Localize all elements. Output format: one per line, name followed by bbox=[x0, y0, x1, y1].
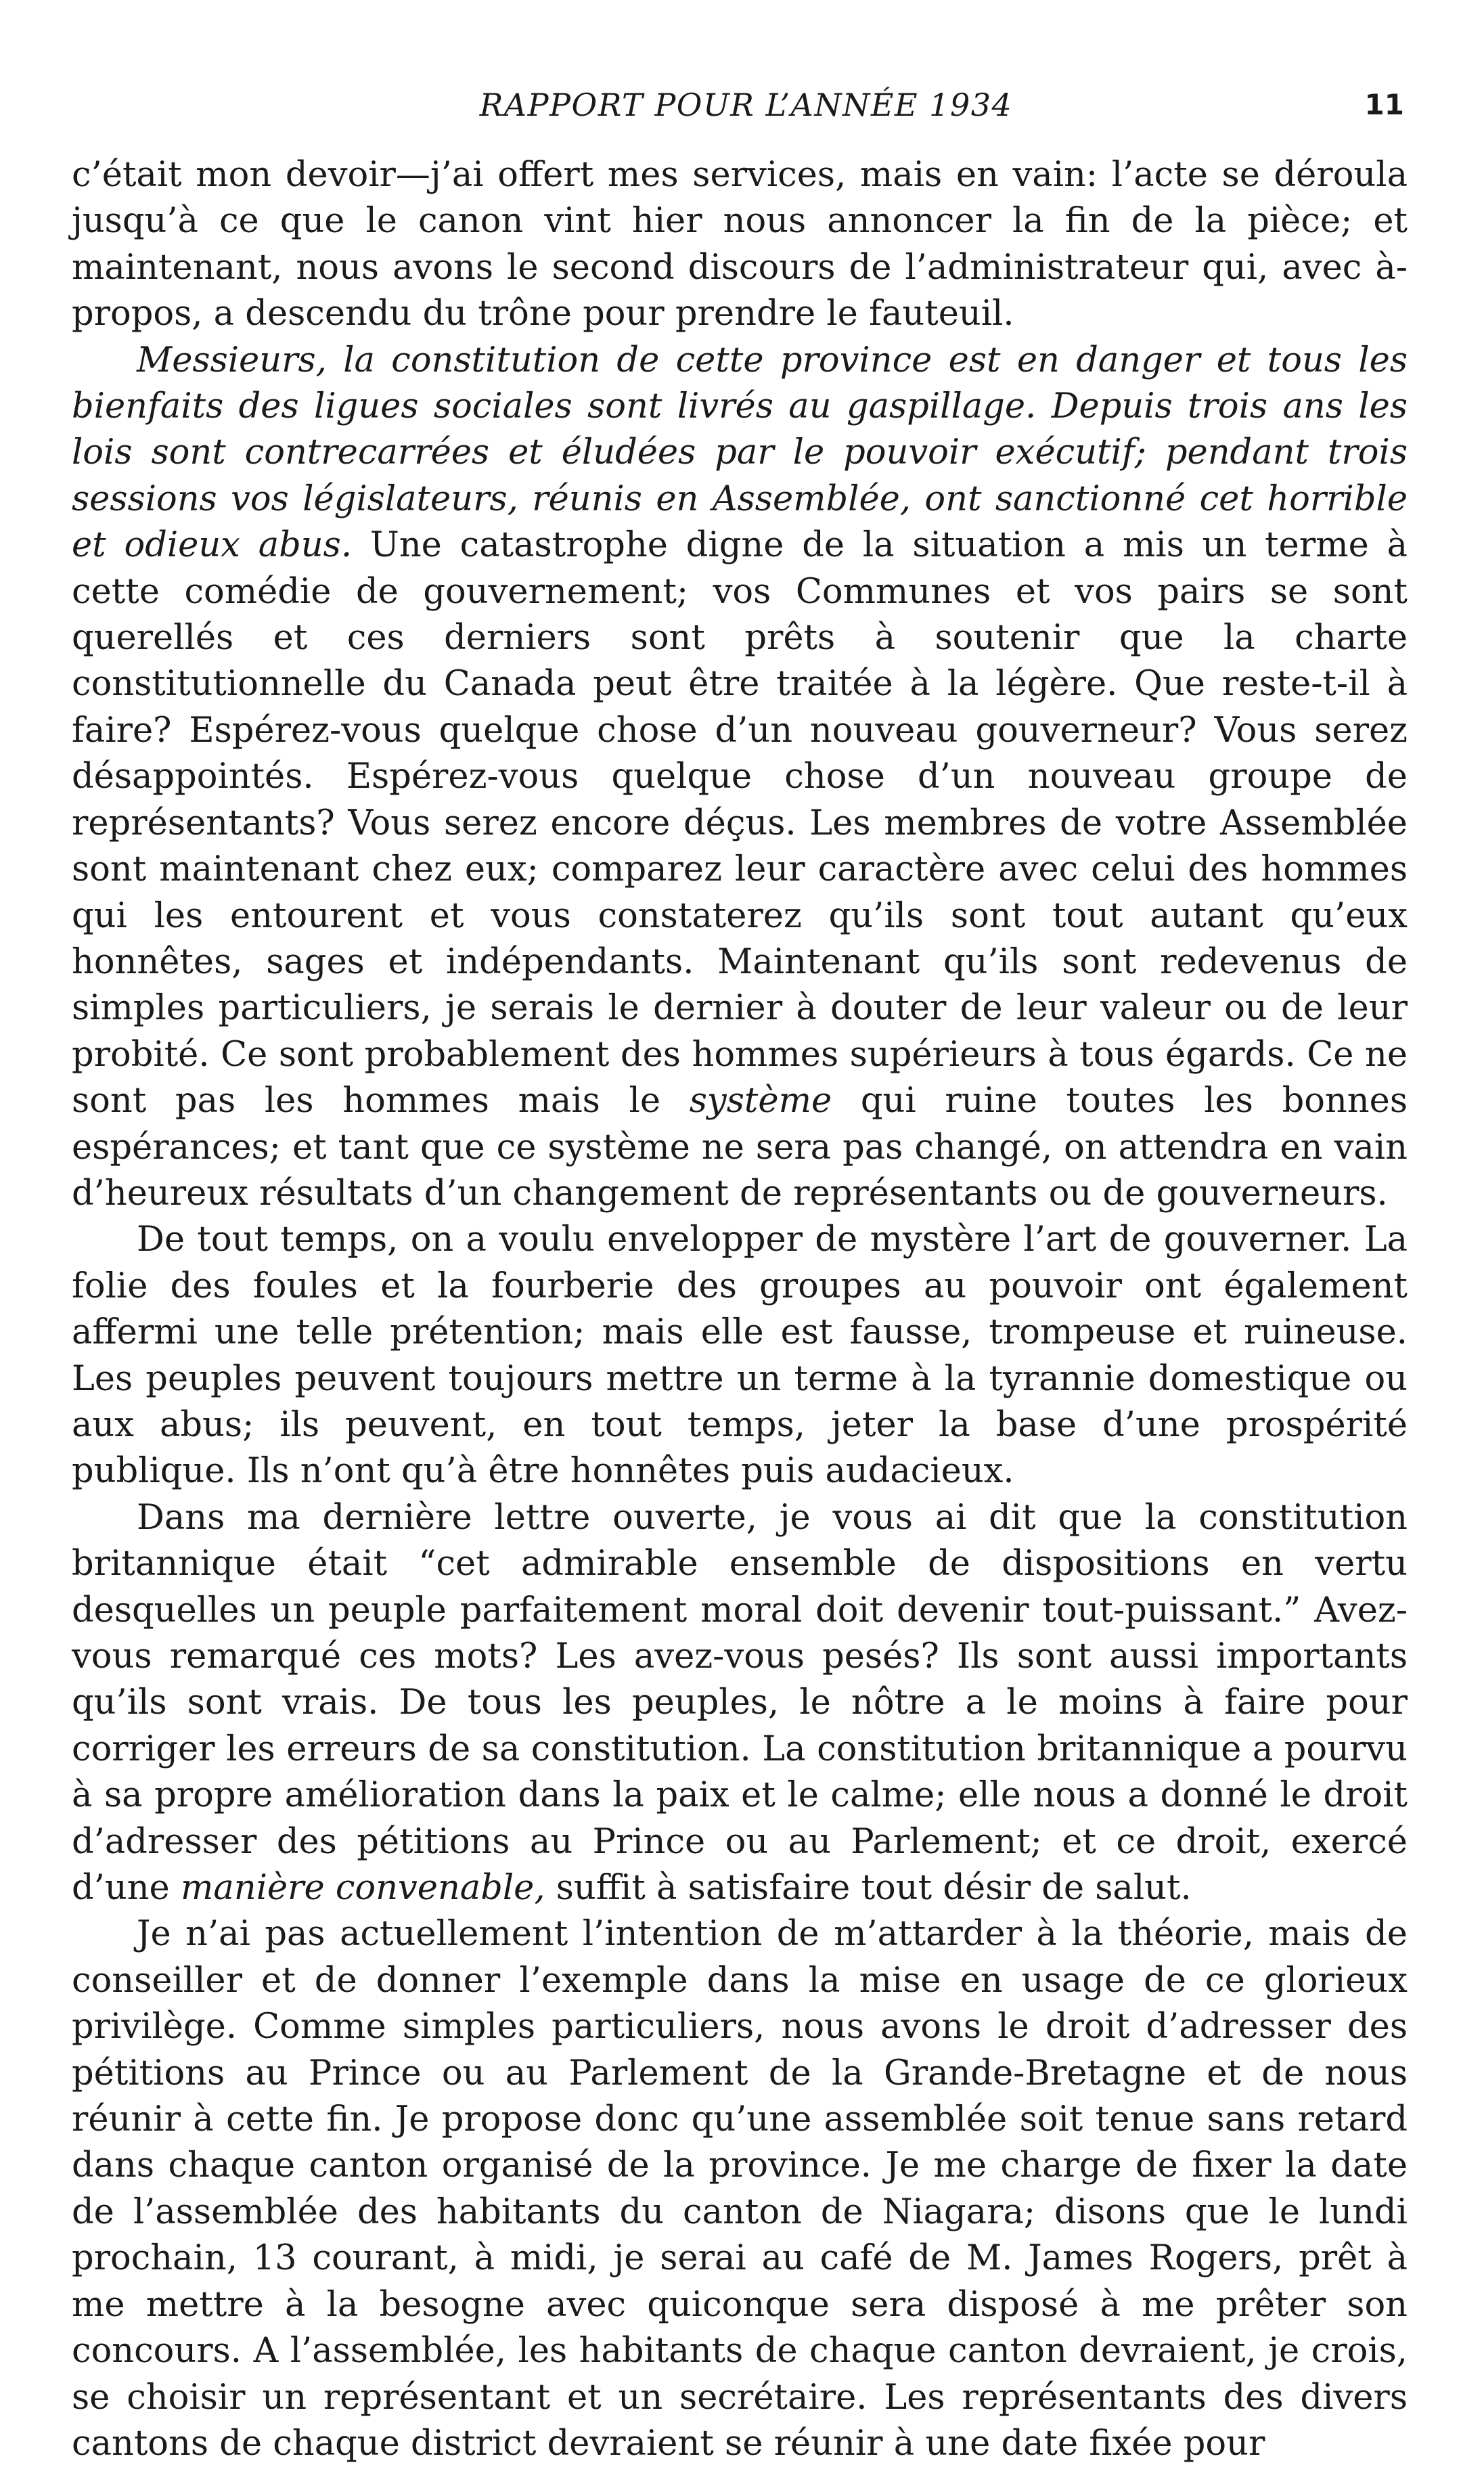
paragraph-4-text: Dans ma dernière lettre ouverte, je vous ai dit que la constitution britannique était “cet admirable ensemble de dispositions en vertu desquelles un peuple parfaitement moral doit devenir tout-puissant.” Avez-vous remarqué ces mots? Les avez-vous pesés? Ils sont aussi importants qu’ils sont vrais. De tous les peuples, le nôtre a le moins à faire pour corriger les erreurs de sa constitution. La constitution britannique a pourvu à sa propre amélioration dans la paix et le calme; elle nous a donné le droit d’adresser des pétitions au Prince ou au Parlement; et ce droit, exercé d’une bbox=[72, 1497, 1408, 1909]
paragraph-4-text-end: suffit à satisfaire tout désir de salut. bbox=[545, 1868, 1192, 1909]
paragraph-2 bbox=[72, 338, 1408, 1218]
paragraph-3 bbox=[72, 1217, 1408, 1494]
running-title: RAPPORT POUR L’ANNÉE 1934 bbox=[479, 87, 1013, 123]
paragraph-1 bbox=[72, 152, 1408, 338]
paragraph-3-text: De tout temps, on a voulu envelopper de mystère l’art de gouverner. La folie des foules et la fourberie des groupes au pouvoir ont également affermi une telle prétention; mais elle est fausse, trompeuse et ruineuse. Les peuples peuvent toujours mettre un terme à la tyrannie domestique ou aux abus; ils peuvent, en tout temps, jeter la base d’une prospérité publique. Ils n’ont qu’à être honnêtes puis audacieux. bbox=[72, 1220, 1408, 1492]
paragraph-5-text: Je n’ai pas actuellement l’intention de m’attarder à la théorie, mais de conseiller et de donner l’exemple dans la mise en usage de ce glorieux privilège. Comme simples particuliers, nous avons le droit d’adresser des pétitions au Prince ou au Parlement de la Grande-Bretagne et de nous réunir à cette fin. Je propose donc qu’une assemblée soit tenue sans retard dans chaque canton organisé de la province. Je me charge de fixer la date de l’assemblée des habitants du canton de Niagara; disons que le lundi prochain, 13 courant, à midi, je serai au café de M. James Rogers, prêt à me mettre à la besogne avec quiconque sera disposé à me prêter son concours. A l’assemblée, les habitants de chaque canton devraient, je crois, se choisir un représentant et un secrétaire. Les représentants des divers cantons de chaque district devraient se réunir à une date fixée pour bbox=[72, 1914, 1408, 2464]
paragraph-1-text: c’était mon devoir—j’ai offert mes services, mais en vain: l’acte se déroula jusqu’à ce que le canon vint hier nous annoncer la fin de la pièce; et maintenant, nous avons le second discours de l’administrateur qui, avec à-propos, a descendu du trône pour prendre le fauteuil. bbox=[72, 155, 1408, 334]
paragraph-4-italic-phrase: manière convenable, bbox=[180, 1868, 545, 1909]
paragraph-2-text-end: qui ruine toutes les bonnes espérances; et tant que ce système ne sera pas changé, on attendra en vain d’heureux résultats d’un changement de représentants ou de gouverneurs. bbox=[72, 1081, 1408, 1214]
body-text bbox=[72, 152, 1408, 2467]
paragraph-2-text: Une catastrophe digne de la situation a mis un terme à cette comédie de gouvernement; vos Communes et vos pairs se sont querellés et ces derniers sont prêts à soutenir que la charte constitutionnelle du Canada peut être traitée à la légère. Que reste-t-il à faire? Espérez-vous quelque chose d’un nouveau gouverneur? Vous serez désappointés. Espérez-vous quelque chose d’un nouveau groupe de représentants? Vous serez encore déçus. Les membres de votre Assemblée sont maintenant chez eux; comparez leur caractère avec celui des hommes qui les entourent et vous constaterez qu’ils sont tout autant qu’eux honnêtes, sages et indépendants. Maintenant qu’ils sont redevenus de simples particuliers, je serais le dernier à douter de leur valeur ou de leur probité. Ce sont probablement des hommes supérieurs à tous égards. Ce ne sont pas les hommes mais le bbox=[72, 525, 1408, 1121]
paragraph-5 bbox=[72, 1911, 1408, 2467]
paragraph-2-italic-word: système bbox=[689, 1081, 832, 1121]
running-header bbox=[88, 81, 1404, 129]
paragraph-4 bbox=[72, 1495, 1408, 1912]
paragraph-2-italic-quote: Messieurs, la constitution de cette province est en danger et tous les bienfaits des ligues sociales sont livrés au gaspillage. Depuis trois ans les lois sont contrecarrées et éludées par le pouvoir exécutif; pendant trois sessions vos législateurs, réunis en Assemblée, ont sanctionné cet horrible et odieux abus. bbox=[72, 340, 1408, 566]
page-number: 11 bbox=[1364, 88, 1404, 121]
